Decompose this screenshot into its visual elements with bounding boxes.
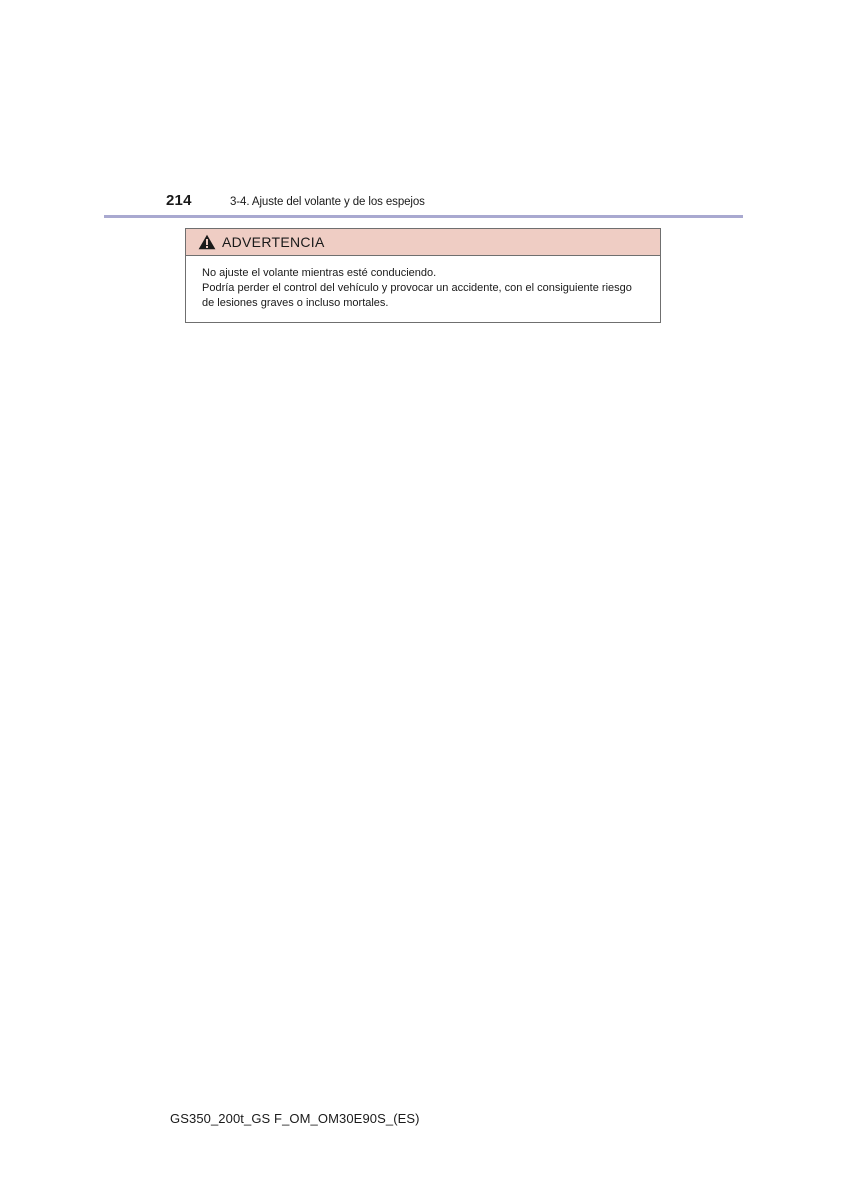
page-number: 214 <box>166 192 192 209</box>
warning-triangle-icon <box>198 234 216 250</box>
document-code: GS350_200t_GS F_OM_OM30E90S_(ES) <box>170 1111 420 1126</box>
warning-line: Podría perder el control del vehículo y provocar un accidente, con el consiguiente riesgo <box>202 282 632 294</box>
warning-box <box>185 228 661 323</box>
warning-header <box>186 229 660 256</box>
section-title: 3-4. Ajuste del volante y de los espejos <box>230 196 425 208</box>
warning-line: de lesiones graves o incluso mortales. <box>202 297 389 309</box>
header-divider <box>104 215 743 218</box>
warning-line: No ajuste el volante mientras esté conduciendo. <box>202 267 437 279</box>
warning-title: ADVERTENCIA <box>222 234 325 250</box>
warning-body <box>186 256 660 311</box>
